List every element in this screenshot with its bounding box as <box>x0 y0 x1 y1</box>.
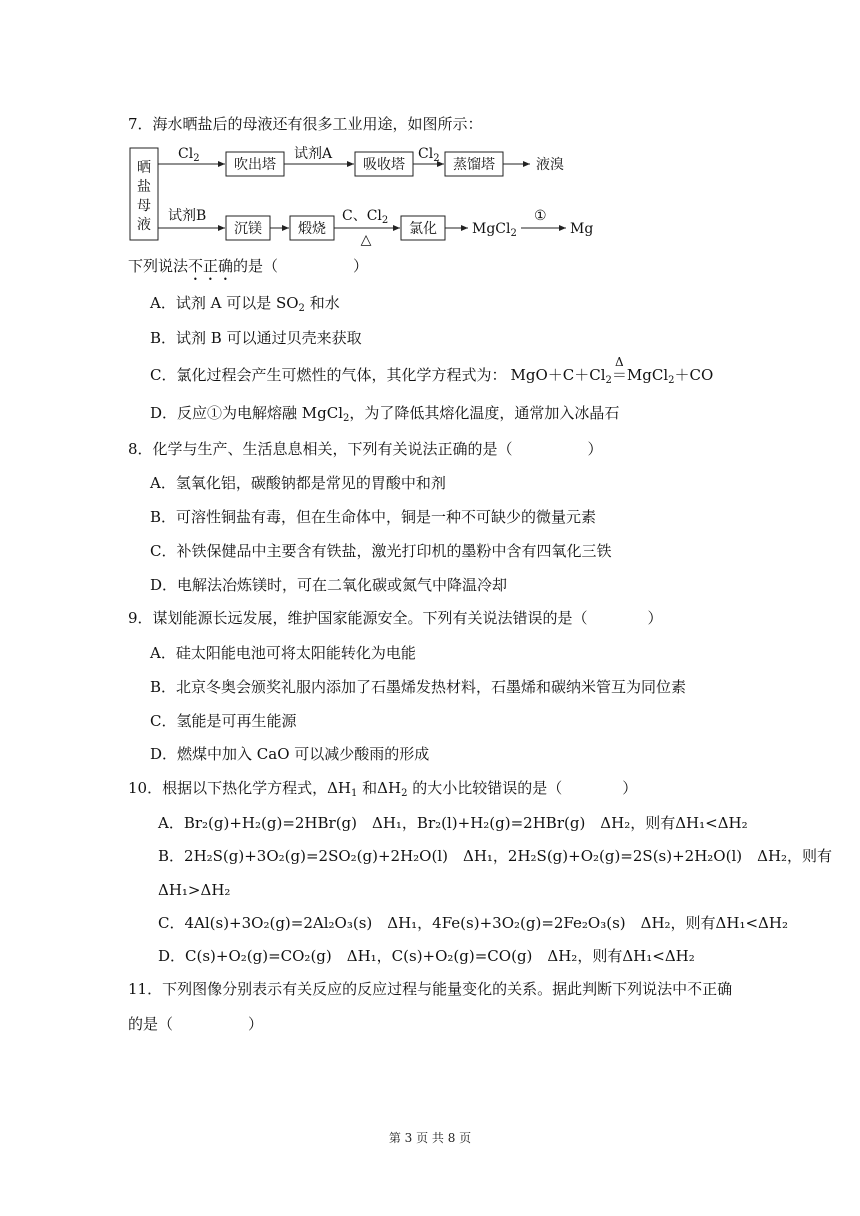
q10-option-a: A．Br₂(g)+H₂(g)=2HBr(g) ΔH₁，Br₂(l)+H₂(g)=2HBr(g) ΔH₂，则有ΔH₁<ΔH₂ <box>158 814 748 832</box>
q7-stem: 7．海水晒盐后的母液还有很多工业用途，如图所示： <box>128 115 483 133</box>
source-char-4: 液 <box>137 217 151 233</box>
q7-ask: 下列说法不正确的是（ ） <box>128 257 369 275</box>
blowout-tower-label: 吹出塔 <box>234 157 276 173</box>
q7-option-b: B．试剂 B 可以通过贝壳来获取 <box>150 329 362 347</box>
q10-stem: 10．根据以下热化学方程式，$\Delta H_1$ 和$\Delta H_2$ 的大小比较错误的是（ ） <box>128 779 638 799</box>
mgcl2-label: MgCl$_2$ <box>472 221 517 239</box>
label-reagent-b: 试剂B <box>168 208 207 224</box>
source-char-1: 晒 <box>137 160 151 176</box>
q10-option-b-line2: ΔH₁>ΔH₂ <box>158 881 231 899</box>
q9-stem: 9．谋划能源长远发展，维护国家能源安全。下列有关说法错误的是（ ） <box>128 609 663 627</box>
q8-option-d: D．电解法冶炼镁时，可在二氧化碳或氮气中降温冷却 <box>150 576 508 594</box>
q9-option-b: B．北京冬奥会颁奖礼服内添加了石墨烯发热材料，石墨烯和碳纳米管互为同位素 <box>150 678 687 696</box>
q8-option-a: A．氢氧化铝，碳酸钠都是常见的胃酸中和剂 <box>150 474 446 492</box>
heat-symbol: △ <box>360 232 372 246</box>
emphasis-not-correct: 不正确 <box>188 257 234 275</box>
mg-label: Mg <box>570 221 594 237</box>
q7-flow-diagram <box>128 142 608 246</box>
absorb-tower-label: 吸收塔 <box>363 157 405 173</box>
precip-mg-label: 沉镁 <box>234 221 262 237</box>
q10-option-c: C．4Al(s)+3O₂(g)=2Al₂O₃(s) ΔH₁，4Fe(s)+3O₂(g)=2Fe₂O₃(s) ΔH₂，则有ΔH₁<ΔH₂ <box>158 914 788 932</box>
heat-delta: Δ <box>615 355 624 369</box>
q9-option-a: A．硅太阳能电池可将太阳能转化为电能 <box>150 644 416 662</box>
label-cl2-b: $Cl_2$ <box>418 146 440 164</box>
q8-option-c: C．补铁保健品中主要含有铁盐，激光打印机的墨粉中含有四氧化三铁 <box>150 542 612 560</box>
source-char-2: 盐 <box>137 179 151 195</box>
q9-option-d: D．燃煤中加入 CaO 可以减少酸雨的形成 <box>150 745 430 763</box>
q7-option-d: D．反应①为电解熔融 MgCl$_2$，为了降低其熔化温度，通常加入冰晶石 <box>150 404 620 424</box>
q8-stem: 8．化学与生产、生活息息相关，下列有关说法正确的是（ ） <box>128 440 603 458</box>
q7-option-c: C．氯化过程会产生可燃性的气体，其化学方程式为： $MgO+C+Cl_2$ Δ ＝MgCl$_2$＋CO <box>150 365 713 385</box>
distill-tower-label: 蒸馏塔 <box>453 157 495 173</box>
q11-stem-line2: 的是（ ） <box>128 1015 264 1033</box>
label-reagent-a: 试剂A <box>294 146 333 162</box>
q10-option-d: D．C(s)+O₂(g)=CO₂(g) ΔH₁，C(s)+O₂(g)=CO(g) ΔH₂，则有ΔH₁<ΔH₂ <box>158 947 695 965</box>
q10-option-b-line1: B．2H₂S(g)+3O₂(g)=2SO₂(g)+2H₂O(l) ΔH₁，2H₂S(g)+O₂(g)=2S(s)+2H₂O(l) ΔH₂，则有 <box>158 847 833 865</box>
label-cl2-a: $Cl_2$ <box>178 146 200 164</box>
page-footer: 第 3 页 共 8 页 <box>388 1131 472 1145</box>
calcine-label: 煅烧 <box>298 221 326 237</box>
q9-option-c: C．氢能是可再生能源 <box>150 712 297 730</box>
liquid-bromine-label: 液溴 <box>536 157 564 173</box>
step-1-label: ① <box>534 208 547 224</box>
q11-stem-line1: 11．下列图像分别表示有关反应的反应过程与能量变化的关系。据此判断下列说法中不正确 <box>128 980 733 998</box>
chlorinate-label: 氯化 <box>409 221 437 237</box>
q7-option-a: A．试剂 A 可以是 $SO_2$ 和水 <box>150 294 340 314</box>
source-char-3: 母 <box>137 198 151 214</box>
label-c-cl2: C、$Cl_2$ <box>342 208 389 226</box>
q8-option-b: B．可溶性铜盐有毒，但在生命体中，铜是一种不可缺少的微量元素 <box>150 508 597 526</box>
